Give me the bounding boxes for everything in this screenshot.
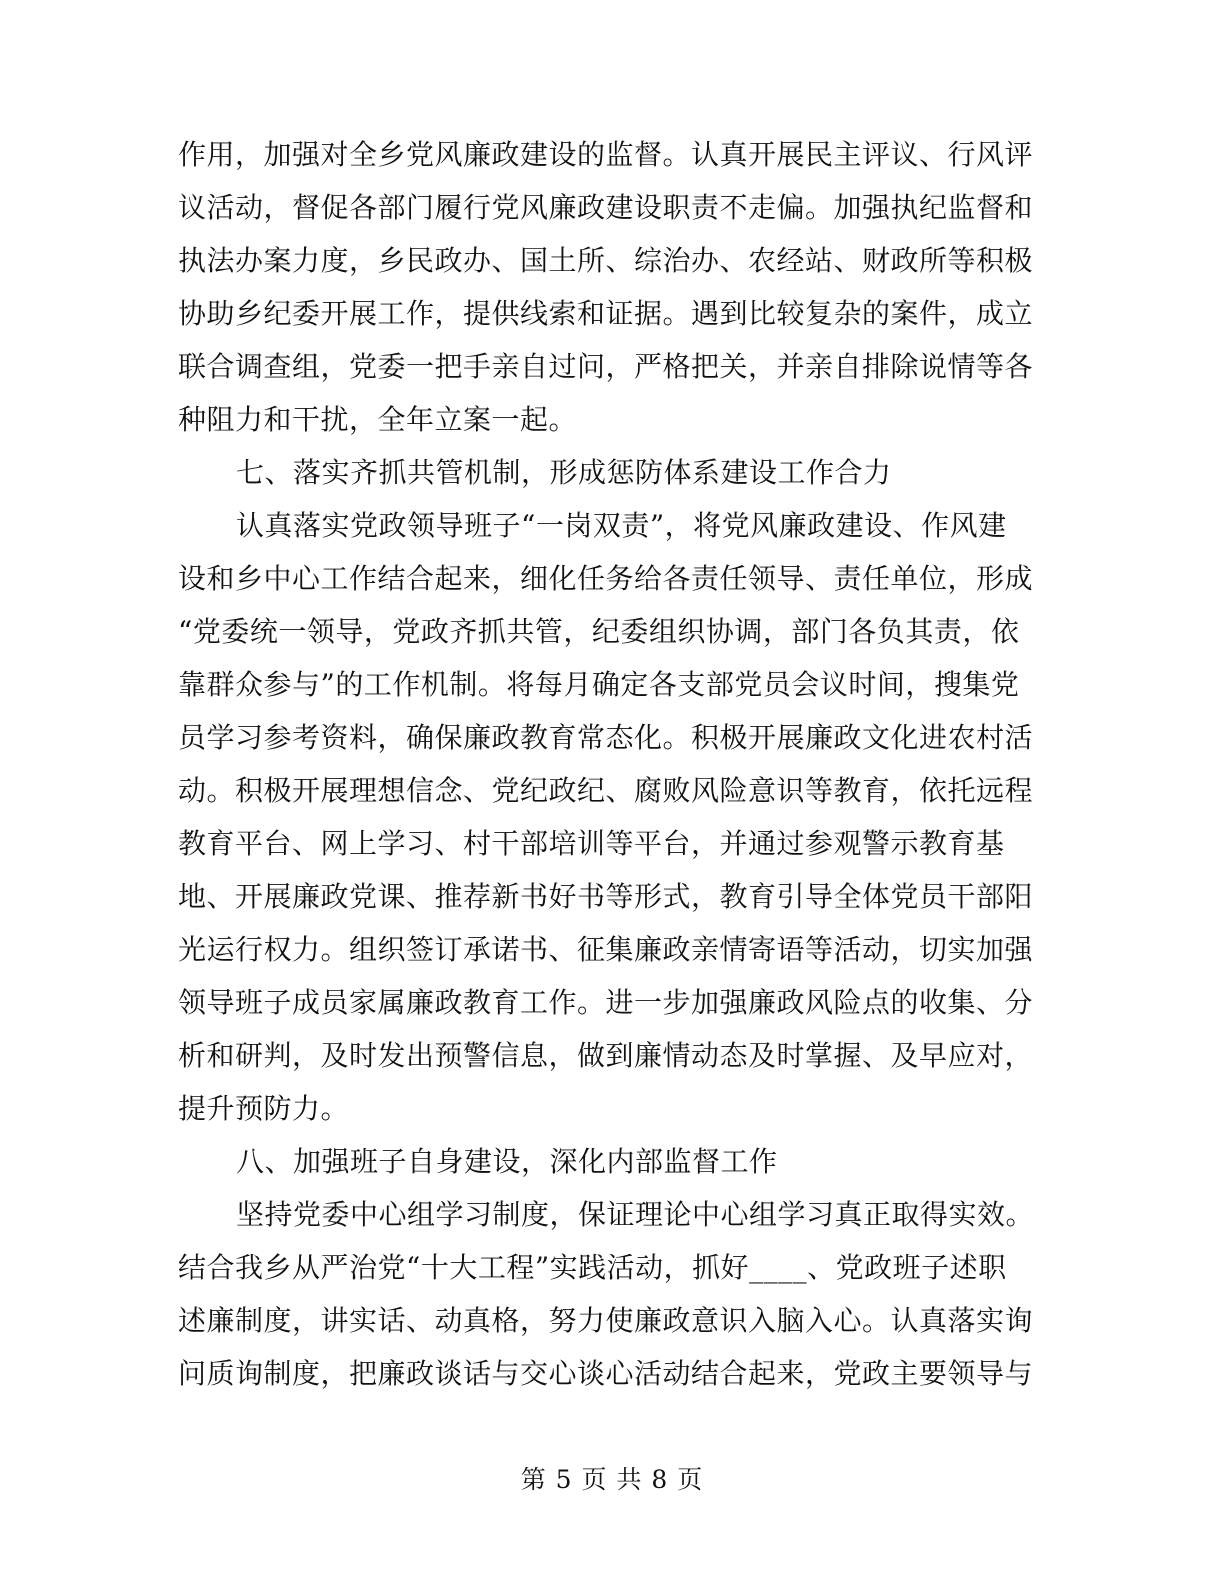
text-line: 议活动，督促各部门履行党风廉政建设职责不走偏。加强执纪监督和 [178,191,1034,224]
text-line: 联合调查组，党委一把手亲自过问，严格把关，并亲自排除说情等各 [178,350,1034,383]
section-heading-7: 七、落实齐抓共管机制，形成惩防体系建设工作合力 [236,456,892,489]
text-line: 教育平台、网上学习、村干部培训等平台，并通过参观警示教育基 [178,827,1005,860]
text-line: 析和研判，及时发出预警信息，做到廉情动态及时掌握、及早应对， [178,1039,1034,1072]
text-line: 执法办案力度，乡民政办、国土所、综治办、农经站、财政所等积极 [178,244,1034,277]
document-body [178,128,1035,1400]
text-line: 坚持党委中心组学习制度，保证理论中心组学习真正取得实效。 [236,1198,1035,1231]
text-line: 种阻力和干扰，全年立案一起。 [178,403,578,436]
text-line: 员学习参考资料，确保廉政教育常态化。积极开展廉政文化进农村活 [178,721,1034,754]
text-line: 设和乡中心工作结合起来，细化任务给各责任领导、责任单位，形成 [178,562,1034,595]
text-line: “党委统一领导，党政齐抓共管，纪委组织协调，部门各负其责，依 [178,615,1020,648]
text-line: 光运行权力。组织签订承诺书、征集廉政亲情寄语等活动，切实加强 [178,933,1034,966]
text-line: 提升预防力。 [178,1092,350,1125]
text-line: 述廉制度，讲实话、动真格，努力使廉政意识入脑入心。认真落实询 [178,1304,1034,1337]
text-line: 领导班子成员家属廉政教育工作。进一步加强廉政风险点的收集、分 [178,986,1034,1019]
text-line: 靠群众参与”的工作机制。将每月确定各支部党员会议时间，搜集党 [178,668,1020,701]
text-line: 作用，加强对全乡党风廉政建设的监督。认真开展民主评议、行风评 [178,138,1034,171]
text-line: 地、开展廉政党课、推荐新书好书等形式，教育引导全体党员干部阳 [178,880,1034,913]
text-line: 动。积极开展理想信念、党纪政纪、腐败风险意识等教育，依托远程 [178,774,1034,807]
section-heading-8: 八、加强班子自身建设，深化内部监督工作 [236,1145,778,1178]
text-line: 问质询制度，把廉政谈话与交心谈心活动结合起来，党政主要领导与 [178,1357,1034,1390]
text-line: 认真落实党政领导班子“一岗双责”，将党风廉政建设、作风建 [236,509,1007,542]
page-number-footer: 第 5 页 共 8 页 [520,1465,704,1494]
text-line: 协助乡纪委开展工作，提供线索和证据。遇到比较复杂的案件，成立 [178,297,1034,330]
text-line: 结合我乡从严治党“十大工程”实践活动，抓好____、党政班子述职 [178,1251,1007,1284]
